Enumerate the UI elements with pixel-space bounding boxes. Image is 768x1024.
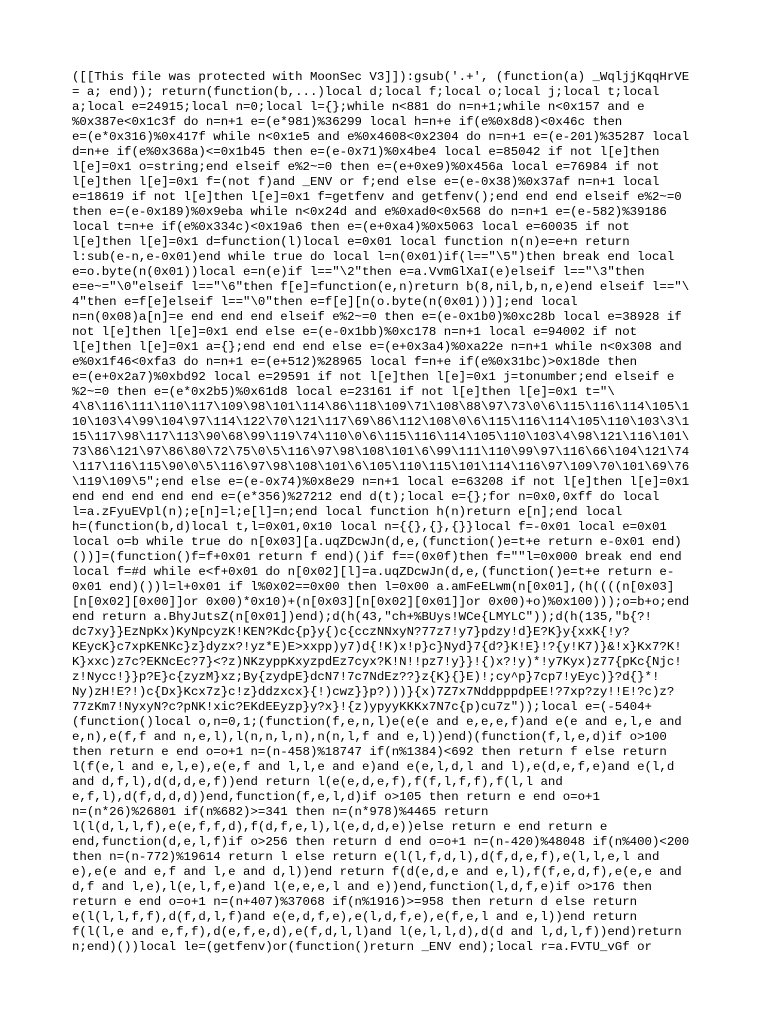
code-line: %2~=0 then e=(e*0x2b5)%0x61d8 local e=23161 if not l[e]then l[e]=0x1 t="\ [72, 385, 615, 399]
code-line: l=a.zFyuEVpl(n);e[n]=l;e[l]=n;end local function h(n)return e[n];end local [72, 505, 623, 519]
code-line: %0x387e<0x1c3f do n=n+1 e=(e*981)%36299 local h=n+e if(e%0x8d8)<0x46c then [72, 115, 623, 129]
code-line: \119\109\5";end else e=(e-0x74)%0x8e29 n=n+1 local e=63208 if not l[e]then l[e]=0x1 [72, 475, 690, 489]
code-line: e%0x1f46<0xfa3 do n=n+1 e=(e+512)%28965 local f=n+e if(e%0x31bc)>0x18de then [72, 355, 638, 369]
code-line: = a; end)); return(function(b,...)local d;local f;local o;local j;local t;local [72, 85, 660, 99]
code-line: e(l(l,l,f,f),d(f,d,l,f)and e(e,d,f,e),e(l,d,f,e),e(f,e,l and e,l))end return [72, 910, 638, 924]
code-line: d,f and l,e),l(e,l,f,e)and l(e,e,e,l and e))end,function(l,d,f,e)if o>176 then [72, 880, 652, 894]
code-line: (function()local o,n=0,1;(function(f,e,n,l)e(e(e and e,e,e,f)and e(e and e,l,e and [72, 715, 682, 729]
code-line: end,function(d,e,l,f)if o>256 then return d end o=o+1 n=(n-420)%48048 if(n%400)<200 [72, 835, 690, 849]
code-line: d=n+e if(e%0x368a)<=0x1b45 then e=(e-0x71)%0x4be4 local e=85042 if not l[e]then [72, 145, 660, 159]
code-line: l[e]then l[e]=0x1 d=function(l)local e=0x01 local function n(n)e=e+n return [72, 235, 630, 249]
code-line: e=(e+0x2a7)%0xbd92 local e=29591 if not l[e]then l[e]=0x1 j=tonumber;end elseif e [72, 370, 675, 384]
code-line: ([[This file was protected with MoonSec V3]]):gsub('.+', (function(a) _WqljjKqqHrVE [72, 70, 690, 84]
code-line: l(l(d,l,l,f),e(e,f,f,d),f(d,f,e,l),l(e,d,d,e))else return e end return e [72, 820, 608, 834]
code-line: and d,f,l),d(d,d,e,f))end return l(e(e,d,e,f),f(f,l,f,f),f(l,l and [72, 775, 563, 789]
code-line: Ny)zH!E?!)c{Dx}Kcx7z}c!z}ddzxcx}{!)cwz}}p?)))}{x)7Z7x7NddpppdpEE!?7xp?zy!!E!?c)z? [72, 685, 675, 699]
code-line: 77zKm7!NyxyN?c?pNK!xic?EKdEEyzp}y?x}!{z)ypyyKKKx7N7c{p)cu7z"));local e=(-5404+ [72, 700, 652, 714]
code-line: e,n),e(f,f and n,e,l),l(n,n,l,n),n(n,l,f and e,l))end)(function(f,l,e,d)if o>100 [72, 730, 667, 744]
code-line: K}xxc)z7c?EKNcEc?7}<?z)NKzyppKxyzpdEz7cyx?K!N!!pz7!y}}!{)x?!y)*!y7Kyx)z77{pKc{Njc! [72, 655, 682, 669]
code-line: l[e]then l[e]=0x1 f=(not f)and _ENV or f;end else e=(e-0x38)%0x37af n=n+1 local [72, 175, 660, 189]
code-line: not l[e]then l[e]=0x1 end else e=(e-0x1bb)%0xc178 n=n+1 local e=94002 if not [72, 325, 638, 339]
code-line: e=(e*0x316)%0x417f while n<0x1e5 and e%0x4608<0x2304 do n=n+1 e=(e-201)%35287 local [72, 130, 690, 144]
code-line: l:sub(e-n,e-0x01)end while true do local l=n(0x01)if(l=="\5")then break end local [72, 250, 675, 264]
code-line: l[e]=0x1 o=string;end elseif e%2~=0 then e=(e+0xe9)%0x456a local e=76984 if not [72, 160, 660, 174]
code-line: then n=(n-772)%19614 return l else return e(l(l,f,d,l),d(f,d,e,f),e(l,l,e,l and [72, 850, 660, 864]
code-line: e),e(e and e,f and l,e and d,l))end return f(d(e,d,e and e,l),f(f,e,d,f),e(e,e and [72, 865, 682, 879]
code-line: 0x01 end)())l=l+0x01 if l%0x02==0x00 then l=0x00 a.amFeELwm(n[0x01],(h((((n[0x03] [72, 580, 675, 594]
code-line: n=(n*26)%26801 if(n%682)>=341 then n=(n*978)%4465 return [72, 805, 489, 819]
code-line: then e=(e-0x189)%0x9eba while n<0x24d and e%0xad0<0x568 do n=n+1 e=(e-582)%39186 [72, 205, 667, 219]
code-line: ())]=(function()f=f+0x01 return f end)()if f==(0x0f)then f=""l=0x000 break end end [72, 550, 682, 564]
code-line: l[e]then l[e]=0x1 a={};end end end else e=(e+0x3a4)%0xa22e n=n+1 while n<0x308 and [72, 340, 682, 354]
code-line: then return e end o=o+1 n=(n-458)%18747 if(n%1384)<692 then return f else return [72, 745, 667, 759]
code-line: e=o.byte(n(0x01))local e=n(e)if l=="\2"then e=a.VvmGlXaI(e)elseif l=="\3"then [72, 265, 645, 279]
code-line: 10\103\4\99\104\97\114\122\70\121\117\69\86\112\108\0\6\115\116\114\105\110\103\3\1 [72, 415, 690, 429]
code-line: return e end o=o+1 n=(n+407)%37068 if(n%1916)>=958 then return d else return [72, 895, 638, 909]
code-line: dc7xy}}EzNpKx)KyNpcyzK!KEN?Kdc{p}y{)c{cczNNxyN?77z7!y7}pdzy!d}E?K}y{xxK{!y? [72, 625, 630, 639]
code-line: KEycK}c7xpKENKc}z}dyzx?!yz*E)E>xxpp)y7)d{!K)x!p}c}Nyd}7{d?}K!E}!?{y!K7)}&!x}Kx7?K! [72, 640, 682, 654]
code-line: local o=b while true do n[0x03][a.uqZDcwJn(d,e,(function()e=t+e return e-0x01 end) [72, 535, 682, 549]
code-line: h=(function(b,d)local t,l=0x01,0x10 local n={{},{},{}}local f=-0x01 local e=0x01 [72, 520, 667, 534]
code-line: e=18619 if not l[e]then l[e]=0x1 f=getfenv and getfenv();end end end elseif e%2~=0 [72, 190, 682, 204]
code-line: 4\8\116\111\110\117\109\98\101\114\86\118\109\71\108\88\97\73\0\6\115\116\114\105\1 [72, 400, 690, 414]
code-line: local t=n+e if(e%0x334c)<0x19a6 then e=(e+0xa4)%0x5063 local e=60035 if not [72, 220, 630, 234]
code-line: local f=#d while e<f+0x01 do n[0x02][l]=a.uqZDcwJn(d,e,(function()e=t+e return e- [72, 565, 675, 579]
code-line: [n[0x02][0x00]]or 0x00)*0x10)+(n[0x03][n[0x02][0x01]]or 0x00)+o)%0x100)));o=b+o;end [72, 595, 690, 609]
code-line: e,f,l),d(f,d,d,d))end,function(f,e,l,d)if o>105 then return e end o=o+1 [72, 790, 600, 804]
code-line: f(l(l,e and e,f,f),d(e,f,e,d),e(f,d,l,l)and l(e,l,l,d),d(d and l,d,l,f))end)return [72, 925, 682, 939]
code-line: end return a.BhyJutsZ(n[0x01])end);d(h(43,"ch+%BUys!WCe{LMYLC"));d(h(135,"b{?! [72, 610, 652, 624]
code-line: a;local e=24915;local n=0;local l={};while n<881 do n=n+1;while n<0x157 and e [72, 100, 645, 114]
code-line: 73\86\121\97\86\80\72\75\0\5\116\97\98\108\101\6\99\111\110\99\97\116\66\104\121\74 [72, 445, 690, 459]
obfuscated-lua-code-block [72, 70, 700, 955]
code-line: 15\117\98\117\113\90\68\99\119\74\110\0\6\115\116\114\105\110\103\4\98\121\116\101\ [72, 430, 690, 444]
code-line: l(f(e,l and e,l,e),e(e,f and l,l,e and e)and e(e,l,d,l and l),e(d,e,f,e)and e(l,d [72, 760, 675, 774]
code-line: n=n(0x08)a[n]=e end end end elseif e%2~=0 then e=(e-0x1b0)%0xc28b local e=38928 if [72, 310, 682, 324]
code-line: z!Nycc!}}p?E}c{zyzM}xz;By{zydpE}dcN7!7c7NdEz??}z{K}{}E)!;cy^p}7cp7!yEyc)}?d{}*! [72, 670, 660, 684]
code-line: end end end end end e=(e*356)%27212 end d(t);local e={};for n=0x0,0xff do local [72, 490, 660, 504]
code-line: e=e~="\0"elseif l=="\6"then f[e]=function(e,n)return b(8,nil,b,n,e)end elseif l=="\ [72, 280, 690, 294]
code-line: 4"then e=f[e]elseif l=="\0"then e=f[e][n(o.byte(n(0x01)))];end local [72, 295, 578, 309]
code-line: n;end)())local le=(getfenv)or(function()return _ENV end);local r=a.FVTU_vGf or [72, 940, 652, 954]
code-line: \117\116\115\90\0\5\116\97\98\108\101\6\105\110\115\101\114\116\97\109\70\101\69\76 [72, 460, 690, 474]
